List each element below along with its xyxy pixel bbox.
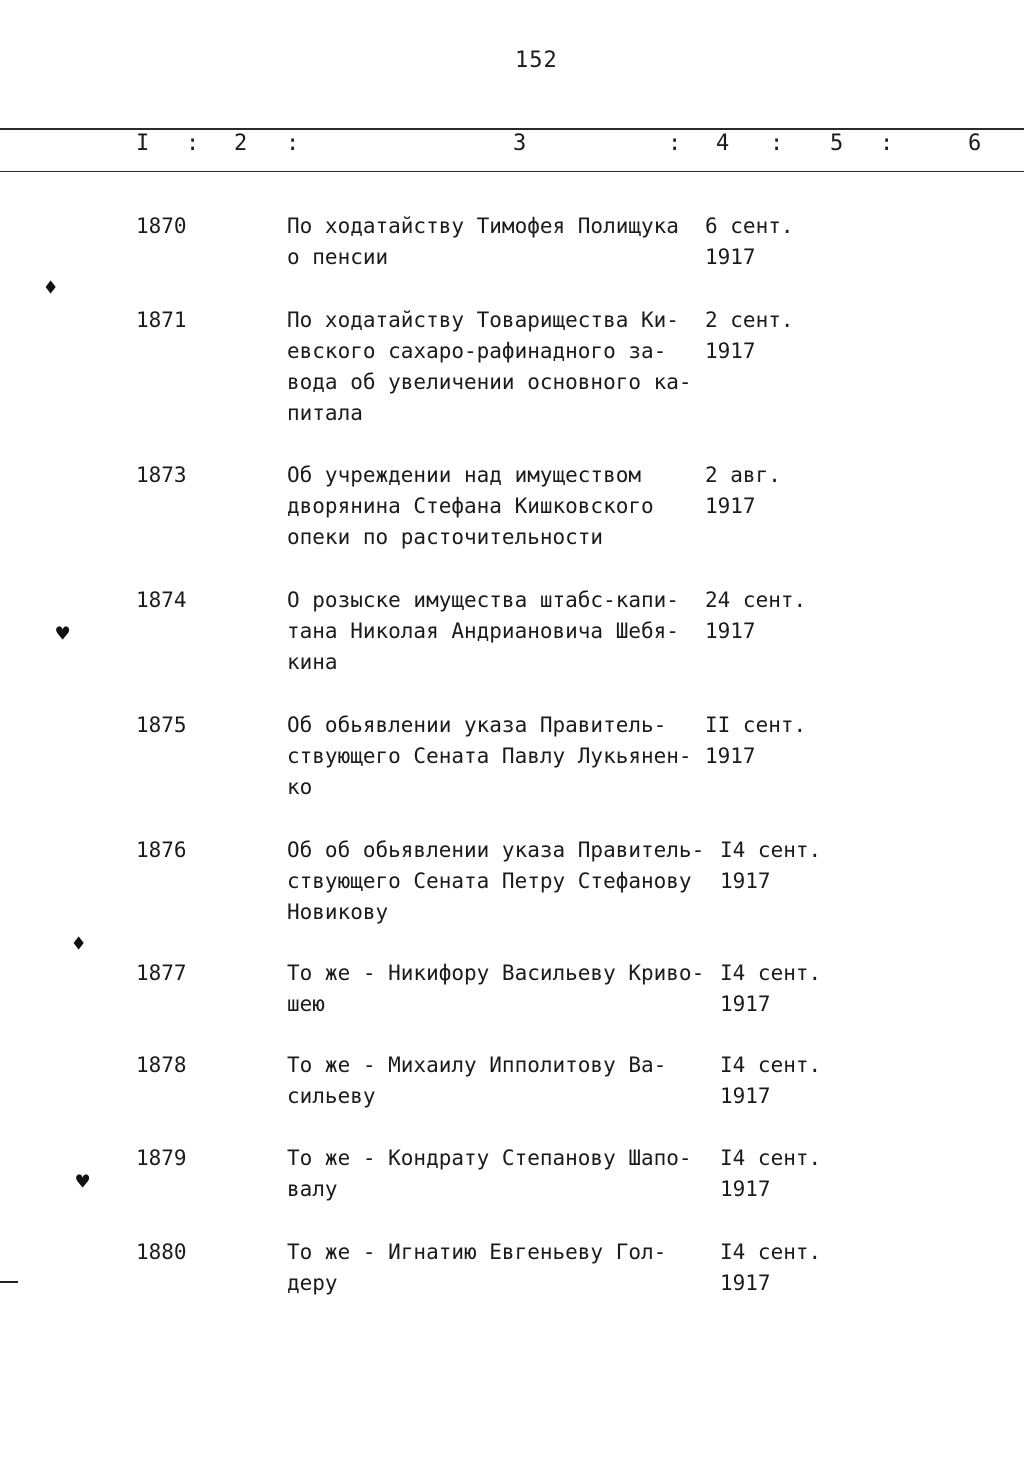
margin-scratch [0, 1281, 18, 1283]
description-line: То же - Кондрату Степанову Шапо- [287, 1146, 692, 1170]
record-date [705, 305, 794, 367]
record-date [720, 1050, 821, 1112]
description-line: валу [287, 1177, 338, 1201]
col-separator: : [186, 131, 200, 156]
date-line: 24 сент. [705, 588, 807, 612]
record-number: 1878 [136, 1053, 187, 1077]
date-line: 1917 [705, 494, 756, 518]
record-number: 1874 [136, 588, 187, 612]
binding-hole-mark-icon: ♥ [56, 622, 70, 647]
description-line: сильеву [287, 1084, 376, 1108]
date-line: 1917 [720, 1084, 771, 1108]
description-line: ко [287, 775, 313, 799]
record-number: 1877 [136, 961, 187, 985]
binding-hole-mark-icon: ♦ [72, 932, 86, 957]
description-line: То же - Никифору Васильеву Криво- [287, 961, 705, 985]
description-line: питала [287, 401, 363, 425]
date-line: 2 авг. [705, 463, 781, 487]
record-date [705, 460, 781, 522]
date-line: II сент. [705, 713, 807, 737]
record-date [720, 835, 821, 897]
record-description [287, 460, 654, 553]
description-line: евского сахаро-рафинадного за- [287, 339, 667, 363]
date-line: 2 сент. [705, 308, 794, 332]
col-separator: : [668, 131, 682, 156]
description-line: деру [287, 1271, 338, 1295]
col-3-header: 3 [513, 131, 527, 156]
description-line: о пенсии [287, 245, 389, 269]
col-2-header: 2 [234, 131, 248, 156]
description-line: дворянина Стефана Кишковского [287, 494, 654, 518]
col-separator: : [286, 131, 300, 156]
date-line: I4 сент. [720, 1053, 822, 1077]
description-line: опеки по расточительности [287, 525, 604, 549]
description-line: шею [287, 992, 325, 1016]
binding-hole-mark-icon: ♦ [44, 276, 58, 301]
description-line: ствующего Сената Петру Стефанову [287, 869, 692, 893]
date-line: I4 сент. [720, 838, 822, 862]
date-line: 1917 [720, 992, 771, 1016]
description-line: То же - Игнатию Евгеньеву Гол- [287, 1240, 667, 1264]
record-date [720, 1143, 821, 1205]
description-line: Об об обьявлении указа Правитель- [287, 838, 705, 862]
record-description [287, 305, 692, 429]
col-1-header: I [136, 131, 150, 156]
binding-hole-mark-icon: ♥ [76, 1170, 90, 1195]
record-number: 1879 [136, 1146, 187, 1170]
description-line: По ходатайству Товарищества Ки- [287, 308, 679, 332]
description-line: вода об увеличении основного ка- [287, 370, 692, 394]
record-description [287, 958, 704, 1020]
col-separator: : [880, 131, 894, 156]
record-number: 1876 [136, 838, 187, 862]
record-description [287, 585, 679, 678]
description-line: кина [287, 650, 338, 674]
col-5-header: 5 [830, 131, 844, 156]
date-line: 1917 [720, 869, 771, 893]
record-description [287, 835, 704, 928]
page-number: 152 [515, 48, 558, 73]
record-number: 1875 [136, 713, 187, 737]
record-description [287, 1050, 666, 1112]
record-number: 1871 [136, 308, 187, 332]
description-line: То же - Михаилу Ипполитову Ва- [287, 1053, 667, 1077]
record-description [287, 710, 692, 803]
description-line: Об учреждении над имуществом [287, 463, 642, 487]
record-date [720, 1237, 821, 1299]
description-line: Новикову [287, 900, 389, 924]
date-line: 1917 [705, 339, 756, 363]
date-line: I4 сент. [720, 1146, 822, 1170]
date-line: 1917 [720, 1271, 771, 1295]
record-date [705, 585, 806, 647]
description-line: ствующего Сената Павлу Лукьянен- [287, 744, 692, 768]
date-line: I4 сент. [720, 1240, 822, 1264]
col-6-header: 6 [968, 131, 982, 156]
record-number: 1870 [136, 214, 187, 238]
description-line: тана Николая Андриановича Шебя- [287, 619, 679, 643]
record-description [287, 1237, 666, 1299]
header-bottom-rule [0, 171, 1024, 172]
date-line: I4 сент. [720, 961, 822, 985]
date-line: 1917 [705, 619, 756, 643]
record-number: 1880 [136, 1240, 187, 1264]
date-line: 1917 [720, 1177, 771, 1201]
record-date [705, 710, 806, 772]
record-number: 1873 [136, 463, 187, 487]
description-line: О розыске имущества штабс-капи- [287, 588, 679, 612]
date-line: 6 сент. [705, 214, 794, 238]
record-description [287, 1143, 692, 1205]
record-description [287, 211, 679, 273]
header-top-rule [0, 128, 1024, 130]
date-line: 1917 [705, 245, 756, 269]
col-4-header: 4 [716, 131, 730, 156]
col-separator: : [770, 131, 784, 156]
record-date [705, 211, 794, 273]
date-line: 1917 [705, 744, 756, 768]
description-line: Об обьявлении указа Правитель- [287, 713, 667, 737]
description-line: По ходатайству Тимофея Полищука [287, 214, 679, 238]
record-date [720, 958, 821, 1020]
